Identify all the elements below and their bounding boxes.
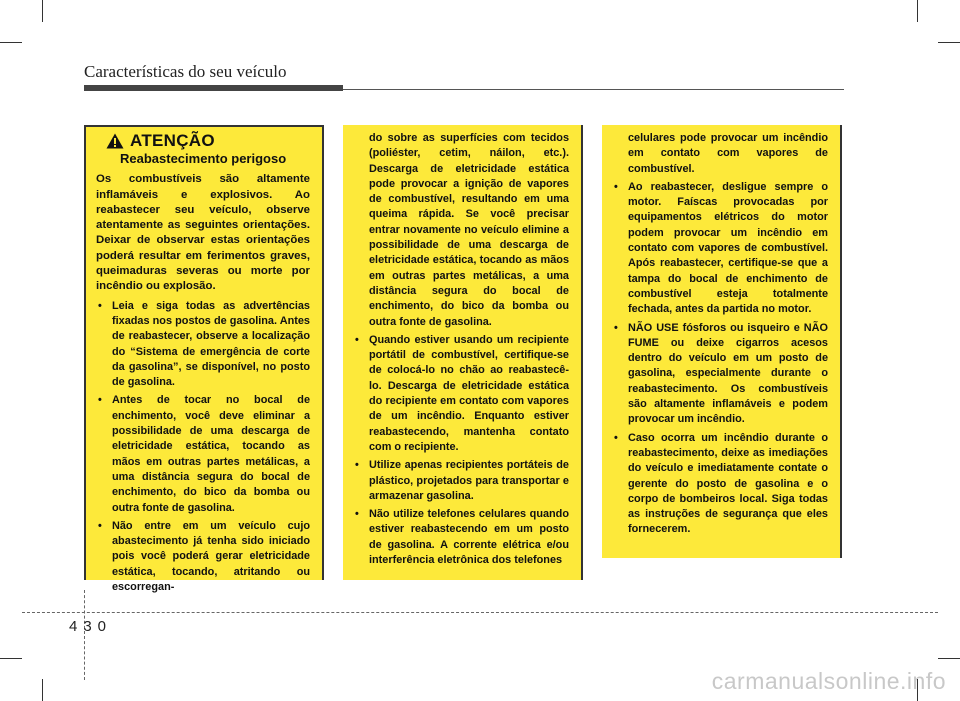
list-item: • Leia e siga todas as advertências fixadas nos postos de gasolina. Antes de reabastecer, observe a localização do “Sistema de emergência de corte da gasolina”, se disponível, no posto de gasolina. [96,299,310,391]
warning-panel-col3 [602,125,842,558]
list-item: • Não utilize telefones celulares quando estiver reabastecendo em um posto de gasolina. A corrente elétrica e/ou interferência eletrônica dos telefones [353,507,569,568]
list-item: • Caso ocorra um incêndio durante o reabastecimento, deixe as imediações do veículo e imediatamente contate o gerente do posto de gasolina e o corpo de bombeiros local. Siga todas as instruções de segurança que eles fornecerem. [612,431,828,538]
continued-text: do sobre as superfícies com tecidos (poliéster, cetim, náilon, etc.). Descarga de eletricidade estática pode provocar a ignição de vapores de combustível, resultando em uma queima rápida. Se você precisar entrar novamente no veículo elimine a possibilidade de uma descarga de eletricidade estática, tocando as mãos em outras partes metálicas, a uma distância segura do bocal de enchimento, do bico da bomba ou outra fonte de gasolina. [369,132,569,328]
list-item: • Utilize apenas recipientes portáteis de plástico, projetados para transportar e armazenar gasolina. [353,458,569,504]
list-item: • Antes de tocar no bocal de enchimento, você deve eliminar a possibilidade de uma descarga de eletricidade estática, tocando as mãos em outras partes metálicas, a uma distância segura do bocal de enchimento, do bico da bomba ou outra fonte de gasolina. [96,393,310,515]
warning-header [106,133,310,149]
crop-mark [917,0,918,22]
warning-panel-col1 [84,125,324,594]
crop-mark [938,658,960,659]
crop-mark [938,42,960,43]
continued-text: celulares pode provocar um incêndio em contato com vapores de combustível. [628,132,828,175]
bullet-list [612,180,828,538]
list-item: • Quando estiver usando um recipiente portátil de combustível, certifique-se de colocá-lo no chão ao reabastecê-lo. Descarga de eletricidade estática do recipiente em contato com vapores de um incêndio. Enquanto estiver reabastecendo, mantenha contato com o recipiente. [353,333,569,455]
crop-mark [42,0,43,22]
bullet-list [353,333,569,568]
crop-mark [0,658,22,659]
warning-triangle-icon [106,133,124,149]
section-title: Características do seu veículo [84,62,287,81]
page-number: 430 [69,618,113,635]
warning-panel-col2 [343,125,583,580]
crop-mark [42,679,43,701]
warning-intro: Os combustíveis são altamente inflamáveis e explosivos. Ao reabastecer seu veículo, observe atentamente as seguintes orientações. Deixar de observar estas orientações poderá resultar em ferimentos graves, queimaduras severas ou morte por incêndio ou explosão. [96,173,310,293]
watermark: carmanualsonline.info [711,668,946,694]
title-rule [343,89,844,90]
warning-title: ATENÇÃO [130,131,215,151]
footer-dashed-rule [22,612,938,613]
warning-subtitle: Reabastecimento perigoso [120,151,287,166]
title-bar [84,85,343,91]
list-item: • NÃO USE fósforos ou isqueiro e NÃO FUME ou deixe cigarros acesos dentro do veículo em um posto de gasolina, especialmente durante o reabastecimento. Os combustíveis são altamente inflamáveis e podem provocar um incêndio. [612,321,828,428]
list-item: • Ao reabastecer, desligue sempre o motor. Faíscas provocadas por equipamentos elétricos do motor podem provocar um incêndio em contato com vapores de combustível. Após reabastecer, certifique-se que a tampa do bocal de enchimento de combustível esteja totalmente fechada, antes da partida no motor. [612,180,828,318]
crop-mark [0,42,22,43]
list-item: • Não entre em um veículo cujo abastecimento já tenha sido iniciado pois você poderá gerar eletricidade estática, tocando, atritando ou escorregan- [96,519,310,595]
bullet-list [96,299,310,596]
footer-dashed-divider [84,590,85,680]
